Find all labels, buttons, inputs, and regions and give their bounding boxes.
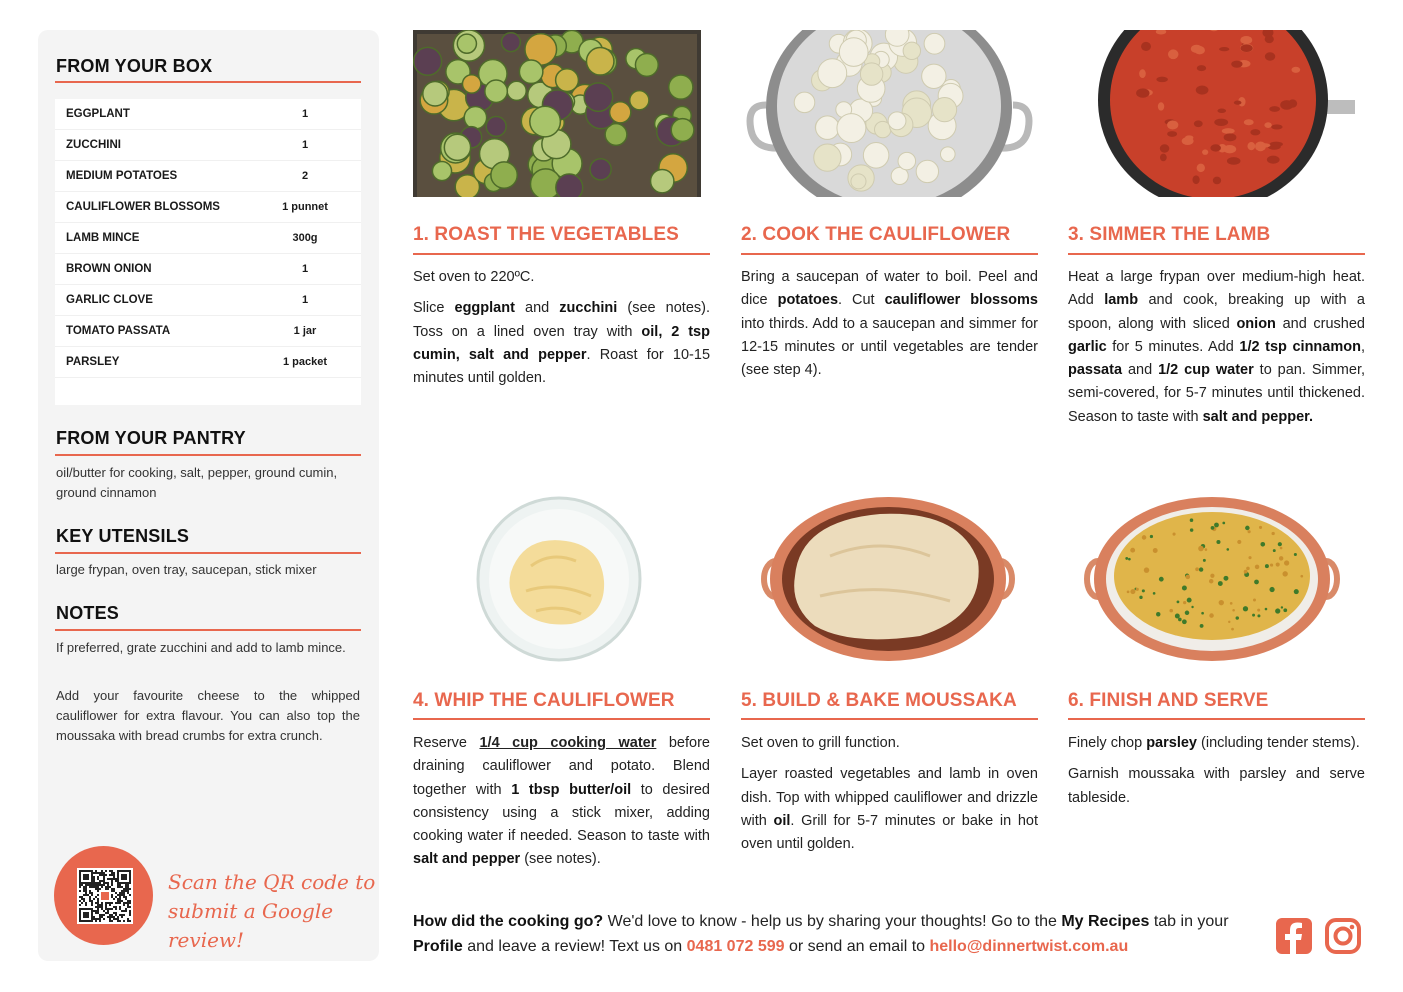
- key-utensils-heading: KEY UTENSILS: [56, 526, 190, 546]
- ingredient-name: TOMATO PASSATA: [66, 325, 171, 337]
- footer-text: and leave a review! Text us on: [462, 938, 687, 955]
- step-2-title: 2. COOK THE CAULIFLOWER: [741, 224, 1011, 245]
- instruction-paragraph: [741, 732, 1038, 755]
- ingredient-highlight: garlic: [1068, 338, 1107, 355]
- ingredient-highlight: parsley: [1146, 735, 1197, 751]
- heading-rule: [55, 81, 361, 83]
- instruction-text: . Roast for 10-15 minutes until golden.: [413, 346, 711, 387]
- instruction-text: Bring a saucepan of water to boil. Peel and dice: [741, 269, 1038, 309]
- instruction-paragraph: [1068, 732, 1365, 755]
- instruction-text: (including tender stems).: [1196, 735, 1360, 751]
- instruction-paragraph: [1068, 266, 1365, 429]
- step-3-title: 3. SIMMER THE LAMB: [1068, 224, 1271, 245]
- ingredients-sidebar: [38, 30, 379, 961]
- box-ingredient-row: [55, 254, 361, 285]
- ingredient-highlight: oil: [773, 812, 791, 829]
- box-ingredient-row: [55, 316, 361, 347]
- ingredient-highlight: 1/2 tsp cinnamon: [1239, 338, 1361, 355]
- my-recipes-link[interactable]: My Recipes: [1061, 913, 1150, 930]
- ingredient-name: PARSLEY: [66, 356, 120, 368]
- ingredient-quantity: 1: [301, 139, 309, 151]
- ingredient-name: LAMB MINCE: [66, 232, 140, 244]
- ingredient-highlight: potatoes: [777, 292, 839, 309]
- lamb-frypan-photo: [1098, 30, 1355, 197]
- pantry-text: oil/butter for cooking, salt, pepper, ground cumin, ground cinnamon: [56, 465, 338, 500]
- instruction-paragraph: [413, 297, 710, 390]
- note-2: Add your favourite cheese to the whipped cauliflower for extra flavour. You can also top the moussaka with bread crumbs for extra crunch.: [56, 688, 360, 743]
- instruction-text: Garnish moussaka with parsley and serve tableside.: [1068, 766, 1365, 806]
- step-rule: [1068, 718, 1365, 720]
- step-1-instructions: [413, 266, 710, 398]
- instruction-text: Layer roasted vegetables and lamb in oven dish. Top with whipped cauliflower and drizzle with: [741, 766, 1038, 829]
- instagram-icon[interactable]: [1324, 917, 1362, 955]
- step-rule: [1068, 253, 1365, 255]
- instruction-text: for 5 minutes. Add: [1106, 338, 1240, 355]
- step-rule: [413, 718, 710, 720]
- ingredient-quantity: 1: [301, 108, 309, 120]
- ingredient-quantity: 1: [301, 263, 309, 275]
- qr-code[interactable]: [77, 868, 133, 924]
- qr-cta-line-1: Scan the QR code to: [168, 870, 376, 894]
- step-rule: [741, 253, 1038, 255]
- qr-call-to-action: [168, 868, 379, 955]
- instruction-paragraph: [413, 732, 710, 872]
- box-ingredient-row: [55, 223, 361, 254]
- step-4-instructions: [413, 732, 710, 880]
- instruction-text: Heat a large frypan over medium-high heat. Add: [1068, 269, 1365, 309]
- step-5-title: 5. BUILD & BAKE MOUSSAKA: [741, 690, 1017, 711]
- box-ingredient-row: [55, 99, 361, 130]
- ingredient-highlight: onion: [1236, 315, 1276, 332]
- instruction-text: and crushed: [1275, 315, 1365, 332]
- cauliflower-pot-photo: [741, 30, 1038, 197]
- step-rule: [413, 253, 710, 255]
- moussaka-assembled-photo: [760, 496, 1016, 662]
- ingredient-quantity: 1 jar: [293, 325, 317, 337]
- heading-rule: [55, 454, 361, 456]
- qr-badge: [54, 846, 153, 945]
- instruction-text: to desired consistency using a stick mixer, adding cooking water if needed. Season to taste with: [413, 781, 710, 845]
- ingredient-highlight: cauliflower blossoms: [884, 292, 1038, 309]
- from-your-pantry-heading: FROM YOUR PANTRY: [56, 428, 246, 448]
- instruction-text: ,: [1360, 338, 1365, 355]
- ingredient-quantity: 1 packet: [282, 356, 328, 368]
- ingredient-name: MEDIUM POTATOES: [66, 170, 178, 182]
- ingredient-highlight: oil, 2 tsp cumin, salt and pepper: [413, 323, 710, 363]
- instruction-text: into thirds. Add to a saucepan and simmer for 12-15 minutes or until vegetables are tender (see step 4).: [741, 315, 1038, 379]
- qr-code-icon: [79, 870, 131, 922]
- instruction-text: . Grill for 5-7 minutes or bake in hot oven until golden.: [741, 812, 1038, 853]
- instruction-text: (see notes).: [520, 851, 601, 868]
- email-link[interactable]: hello@dinnertwist.com.au: [929, 938, 1129, 955]
- qr-cta-line-2: submit a Google review!: [168, 899, 334, 952]
- ingredient-highlight: salt and pepper: [413, 851, 521, 868]
- step-3-instructions: [1068, 266, 1365, 437]
- facebook-icon[interactable]: [1275, 917, 1313, 955]
- ingredient-highlight: 1 tbsp butter/oil: [511, 781, 632, 798]
- instruction-paragraph: [741, 266, 1038, 382]
- step-4-title: 4. WHIP THE CAULIFLOWER: [413, 690, 675, 711]
- phone-number-link[interactable]: 0481 072 599: [686, 938, 785, 955]
- ingredient-highlight: zucchini: [559, 300, 618, 317]
- ingredient-name: GARLIC CLOVE: [66, 294, 153, 306]
- footer-question: How did the cooking go?: [413, 913, 604, 930]
- instruction-text: before draining cauliflower and potato. Blend together with: [413, 735, 710, 798]
- ingredient-highlight: salt and pepper.: [1202, 408, 1314, 425]
- ingredient-highlight: 1/2 cup water: [1158, 362, 1254, 379]
- instruction-paragraph: [413, 266, 710, 289]
- step-6-title: 6. FINISH AND SERVE: [1068, 690, 1269, 711]
- notes-heading: NOTES: [56, 603, 120, 623]
- ingredient-quantity: 2: [301, 170, 309, 182]
- step-1-title: 1. ROAST THE VEGETABLES: [413, 224, 679, 245]
- step-2-instructions: [741, 266, 1038, 390]
- note-1: If preferred, grate zucchini and add to lamb mince.: [56, 640, 346, 655]
- footer-text: tab in your: [1149, 913, 1229, 930]
- utensils-text: large frypan, oven tray, saucepan, stick mixer: [56, 562, 317, 577]
- ingredient-highlight: passata: [1068, 362, 1123, 379]
- step-5-instructions: [741, 732, 1038, 864]
- box-ingredients-table: [55, 99, 361, 405]
- review-footer: [413, 909, 1263, 959]
- instruction-text: to pan. Simmer, semi-covered, for 5-7 minutes until thickened. Season to taste with: [1068, 362, 1365, 425]
- box-ingredient-row: [55, 161, 361, 192]
- step-rule: [741, 718, 1038, 720]
- instruction-text: Set oven to 220ºC.: [413, 269, 535, 285]
- ingredient-quantity: 300g: [292, 232, 318, 244]
- instruction-text: (see notes). Toss on a lined oven tray with: [413, 300, 711, 340]
- box-ingredient-row: [55, 192, 361, 223]
- instruction-paragraph: [741, 763, 1038, 856]
- from-your-box-heading: FROM YOUR BOX: [56, 56, 213, 76]
- instruction-text: and: [514, 300, 560, 317]
- ingredient-quantity: 1: [301, 294, 309, 306]
- ingredient-name: EGGPLANT: [66, 108, 130, 120]
- step-6-instructions: [1068, 732, 1365, 818]
- instruction-text: Reserve: [413, 735, 480, 751]
- box-ingredient-row: [55, 130, 361, 161]
- footer-text: We'd love to know - help us by sharing your thoughts! Go to the: [603, 913, 1062, 930]
- instruction-text: and: [1122, 362, 1159, 379]
- instruction-text: . Cut: [838, 292, 885, 309]
- ingredient-quantity: 1 punnet: [282, 201, 328, 213]
- instruction-text: Set oven to grill function.: [741, 735, 900, 751]
- whipped-cauliflower-bowl-photo: [476, 496, 642, 662]
- ingredient-highlight: 1/4 cup cooking water: [479, 735, 657, 751]
- box-ingredient-row: [55, 347, 361, 378]
- ingredient-name: ZUCCHINI: [66, 139, 121, 151]
- heading-rule: [55, 552, 361, 554]
- ingredient-name: BROWN ONION: [66, 263, 152, 275]
- heading-rule: [55, 629, 361, 631]
- footer-text: or send an email to: [784, 938, 930, 955]
- finished-moussaka-photo: [1084, 496, 1340, 662]
- ingredient-highlight: eggplant: [454, 300, 515, 317]
- ingredient-name: CAULIFLOWER BLOSSOMS: [66, 201, 220, 213]
- instruction-text: Finely chop: [1068, 735, 1147, 751]
- box-ingredient-row: [55, 285, 361, 316]
- instruction-text: and cook, breaking up with a spoon, along with sliced: [1068, 292, 1365, 332]
- ingredient-highlight: lamb: [1104, 292, 1139, 309]
- instruction-paragraph: [1068, 763, 1365, 810]
- profile-link[interactable]: Profile: [413, 938, 463, 955]
- roast-vegetables-photo: [413, 30, 701, 197]
- instruction-text: Slice: [413, 300, 455, 317]
